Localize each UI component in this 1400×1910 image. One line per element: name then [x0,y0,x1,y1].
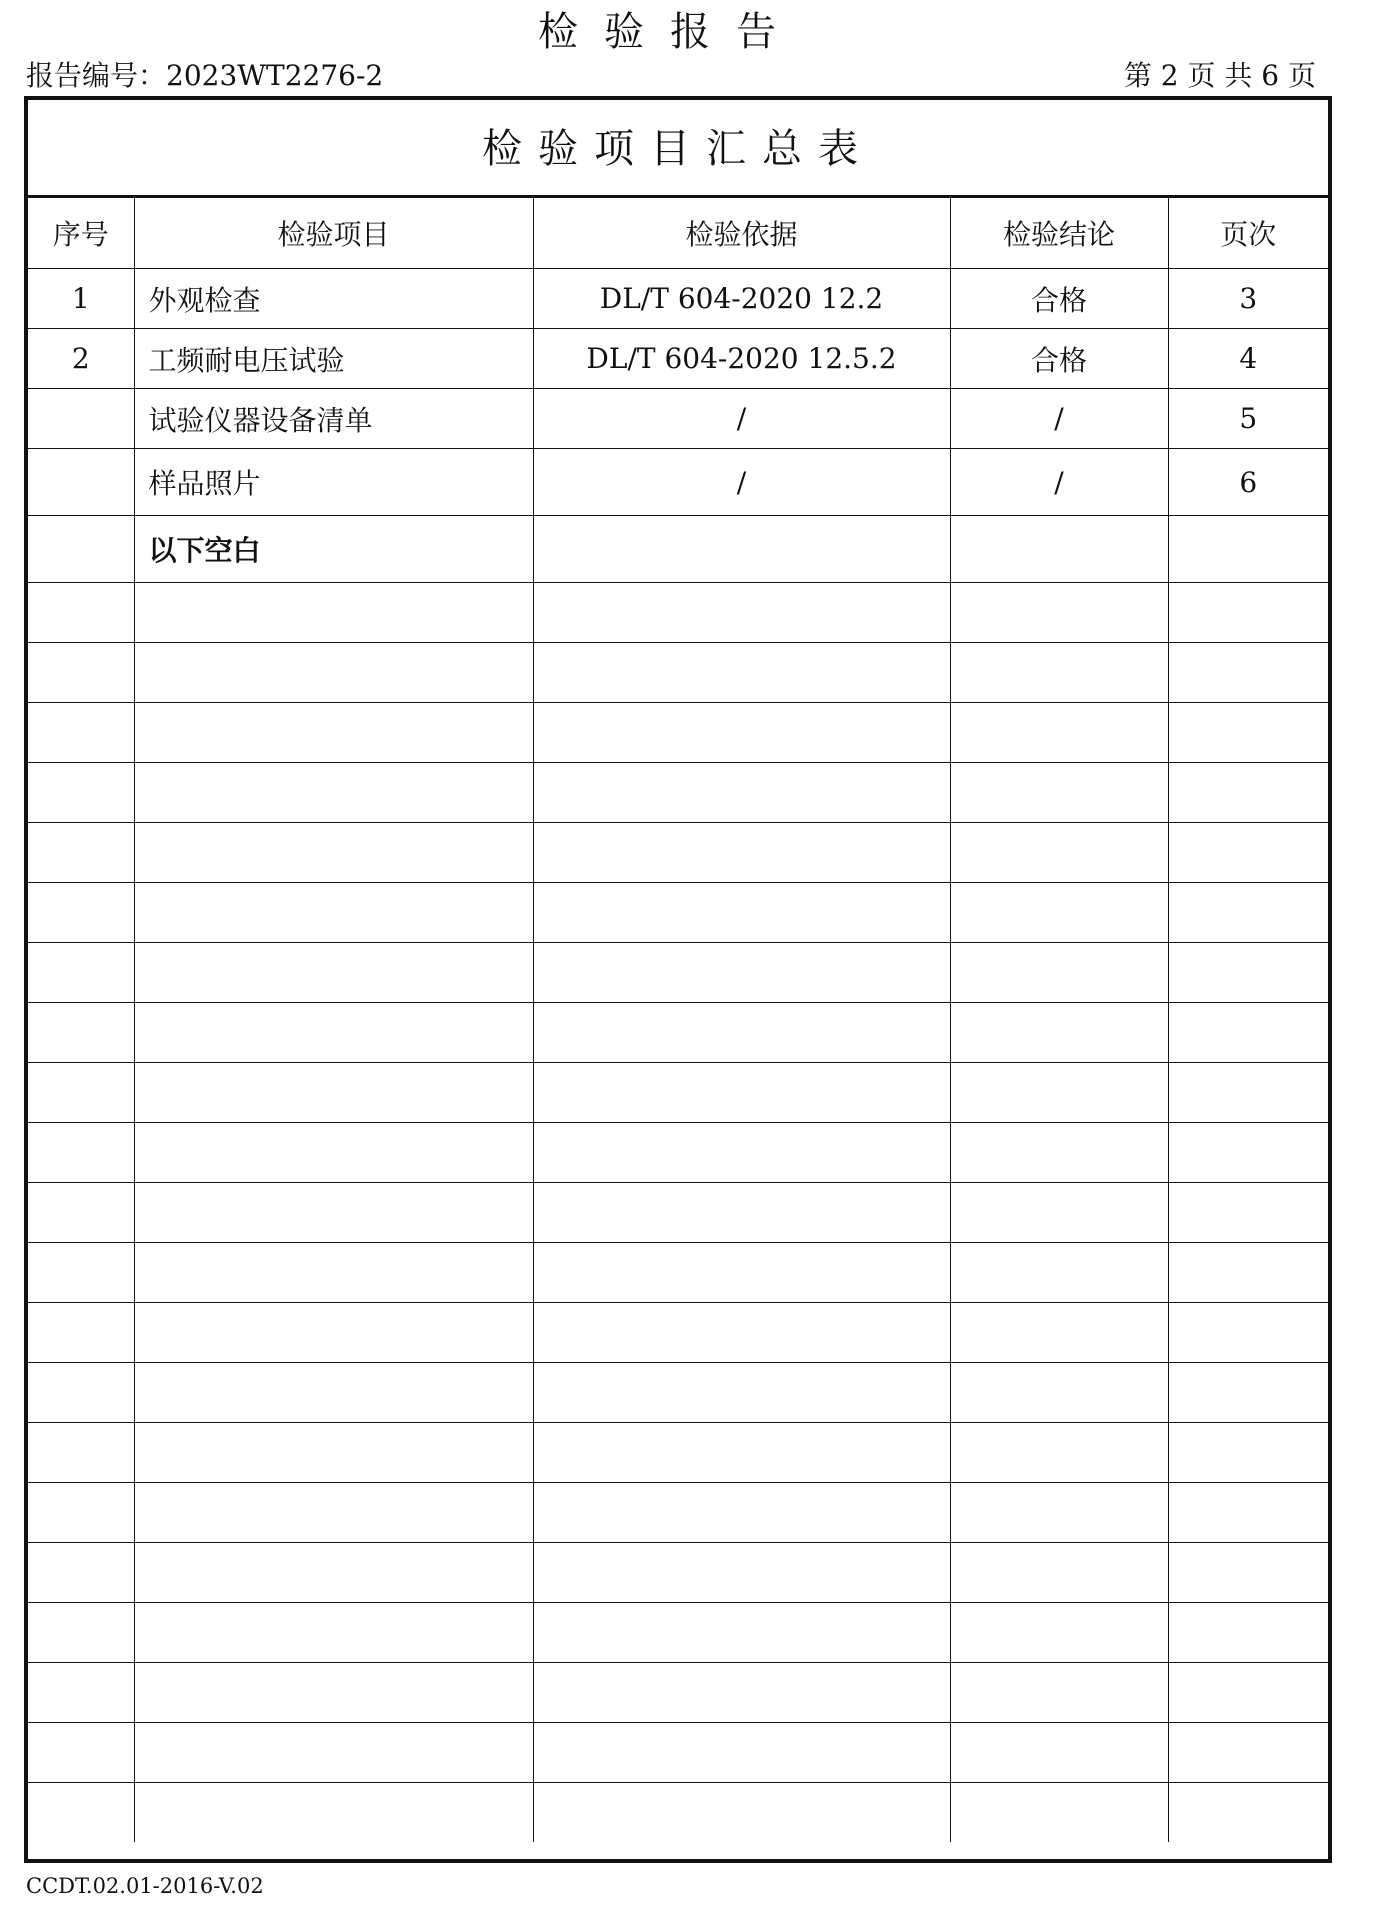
blank-cell [134,1123,533,1183]
blank-cell [1168,643,1328,703]
blank-cell [533,1303,950,1363]
blank-cell [533,643,950,703]
end-note: 以下空白 [134,516,533,583]
summary-table-frame [24,96,1332,1863]
blank-cell [1168,1543,1328,1603]
blank-cell [1168,1483,1328,1543]
blank-cell [134,1303,533,1363]
blank-cell [950,1603,1168,1663]
header-item: 检验项目 [134,198,533,269]
blank-cell [1168,1243,1328,1303]
blank-cell [134,943,533,1003]
blank-row [28,1723,1328,1783]
cell-seq: 1 [28,269,134,329]
cell-basis [533,516,950,583]
cell-conclusion [950,516,1168,583]
blank-cell [533,1783,950,1843]
blank-cell [533,1543,950,1603]
blank-cell [28,1423,134,1483]
blank-cell [134,1603,533,1663]
blank-cell [533,1483,950,1543]
blank-cell [134,1363,533,1423]
blank-cell [1168,1723,1328,1783]
summary-table [28,198,1328,1842]
blank-cell [533,823,950,883]
blank-cell [950,1483,1168,1543]
blank-row [28,1663,1328,1723]
blank-cell [28,703,134,763]
cell-basis: / [533,389,950,449]
blank-cell [950,823,1168,883]
blank-cell [950,703,1168,763]
blank-row [28,1183,1328,1243]
blank-cell [28,1003,134,1063]
blank-cell [28,1483,134,1543]
blank-row [28,1123,1328,1183]
cell-basis: / [533,449,950,516]
blank-cell [950,1543,1168,1603]
blank-cell [950,763,1168,823]
blank-cell [28,1063,134,1123]
blank-cell [533,1723,950,1783]
cell-item: 试验仪器设备清单 [134,389,533,449]
blank-cell [950,1663,1168,1723]
table-row [28,329,1328,389]
blank-cell [950,1063,1168,1123]
cell-conclusion: / [950,389,1168,449]
blank-cell [533,1603,950,1663]
blank-cell [134,1543,533,1603]
blank-row [28,1423,1328,1483]
blank-cell [533,1183,950,1243]
blank-row [28,763,1328,823]
blank-cell [134,1783,533,1843]
table-row [28,389,1328,449]
table-header-row [28,198,1328,269]
cell-seq [28,516,134,583]
header-conclusion: 检验结论 [950,198,1168,269]
blank-cell [950,1723,1168,1783]
blank-cell [134,823,533,883]
blank-cell [134,1723,533,1783]
blank-cell [28,943,134,1003]
blank-cell [134,1063,533,1123]
blank-row [28,583,1328,643]
blank-cell [950,1123,1168,1183]
blank-cell [533,943,950,1003]
blank-cell [950,883,1168,943]
blank-cell [28,763,134,823]
blank-cell [533,1663,950,1723]
blank-cell [1168,703,1328,763]
summary-table-title: 检验项目汇总表 [28,100,1328,198]
blank-cell [28,1243,134,1303]
blank-cell [1168,583,1328,643]
blank-cell [950,1783,1168,1843]
blank-cell [134,883,533,943]
blank-cell [1168,1183,1328,1243]
blank-cell [134,643,533,703]
blank-cell [950,1003,1168,1063]
blank-row [28,643,1328,703]
cell-page: 3 [1168,269,1328,329]
blank-cell [28,823,134,883]
blank-cell [28,1543,134,1603]
blank-cell [134,1663,533,1723]
cell-seq: 2 [28,329,134,389]
blank-row [28,1003,1328,1063]
blank-cell [533,1363,950,1423]
blank-cell [1168,943,1328,1003]
blank-cell [950,1183,1168,1243]
blank-row [28,1603,1328,1663]
header-basis: 检验依据 [533,198,950,269]
blank-cell [28,1723,134,1783]
blank-cell [533,1003,950,1063]
cell-page: 6 [1168,449,1328,516]
blank-cell [533,1123,950,1183]
blank-row [28,703,1328,763]
cell-basis: DL/T 604-2020 12.5.2 [533,329,950,389]
blank-cell [28,1363,134,1423]
blank-cell [28,1663,134,1723]
blank-cell [1168,1003,1328,1063]
blank-cell [28,883,134,943]
blank-row [28,1483,1328,1543]
blank-cell [950,1423,1168,1483]
cell-page: 5 [1168,389,1328,449]
cell-item: 工频耐电压试验 [134,329,533,389]
cell-item: 样品照片 [134,449,533,516]
blank-cell [134,1423,533,1483]
blank-cell [1168,883,1328,943]
blank-cell [134,763,533,823]
blank-cell [1168,1063,1328,1123]
blank-cell [533,703,950,763]
blank-cell [28,643,134,703]
blank-cell [533,1063,950,1123]
blank-cell [950,583,1168,643]
blank-row [28,1303,1328,1363]
blank-cell [28,1783,134,1843]
blank-cell [533,583,950,643]
blank-cell [1168,1303,1328,1363]
blank-cell [28,1123,134,1183]
blank-cell [28,1603,134,1663]
header-page: 页次 [1168,198,1328,269]
table-row [28,269,1328,329]
report-number: 报告编号：2023WT2276-2 [26,59,384,92]
cell-page: 4 [1168,329,1328,389]
blank-row [28,1543,1328,1603]
blank-cell [134,1483,533,1543]
blank-row [28,823,1328,883]
blank-cell [28,1303,134,1363]
blank-cell [950,1243,1168,1303]
document-title: 检验报告 [538,9,802,55]
blank-cell [533,1423,950,1483]
blank-cell [1168,1603,1328,1663]
blank-row [28,1243,1328,1303]
table-row [28,516,1328,583]
blank-cell [134,1183,533,1243]
cell-conclusion: / [950,449,1168,516]
blank-row [28,1363,1328,1423]
blank-cell [950,943,1168,1003]
blank-row [28,943,1328,1003]
blank-cell [533,883,950,943]
blank-cell [1168,1123,1328,1183]
blank-cell [134,583,533,643]
blank-cell [134,1243,533,1303]
table-row [28,449,1328,516]
cell-item: 外观检查 [134,269,533,329]
blank-cell [1168,763,1328,823]
blank-cell [950,1363,1168,1423]
blank-cell [950,1303,1168,1363]
cell-conclusion: 合格 [950,329,1168,389]
blank-cell [1168,1663,1328,1723]
blank-cell [1168,1423,1328,1483]
blank-cell [950,643,1168,703]
cell-seq [28,449,134,516]
blank-cell [1168,1363,1328,1423]
cell-seq [28,389,134,449]
cell-basis: DL/T 604-2020 12.2 [533,269,950,329]
blank-row [28,1063,1328,1123]
report-meta-row [26,58,1316,94]
header-seq: 序号 [28,198,134,269]
blank-cell [28,1183,134,1243]
blank-row [28,883,1328,943]
blank-cell [28,583,134,643]
cell-conclusion: 合格 [950,269,1168,329]
blank-cell [533,763,950,823]
blank-cell [134,1003,533,1063]
form-code: CCDT.02.01-2016-V.02 [26,1874,264,1898]
blank-cell [1168,823,1328,883]
blank-cell [134,703,533,763]
page-info: 第 2 页 共 6 页 [1123,59,1316,92]
blank-cell [1168,1783,1328,1843]
cell-page [1168,516,1328,583]
blank-row [28,1783,1328,1843]
blank-cell [533,1243,950,1303]
